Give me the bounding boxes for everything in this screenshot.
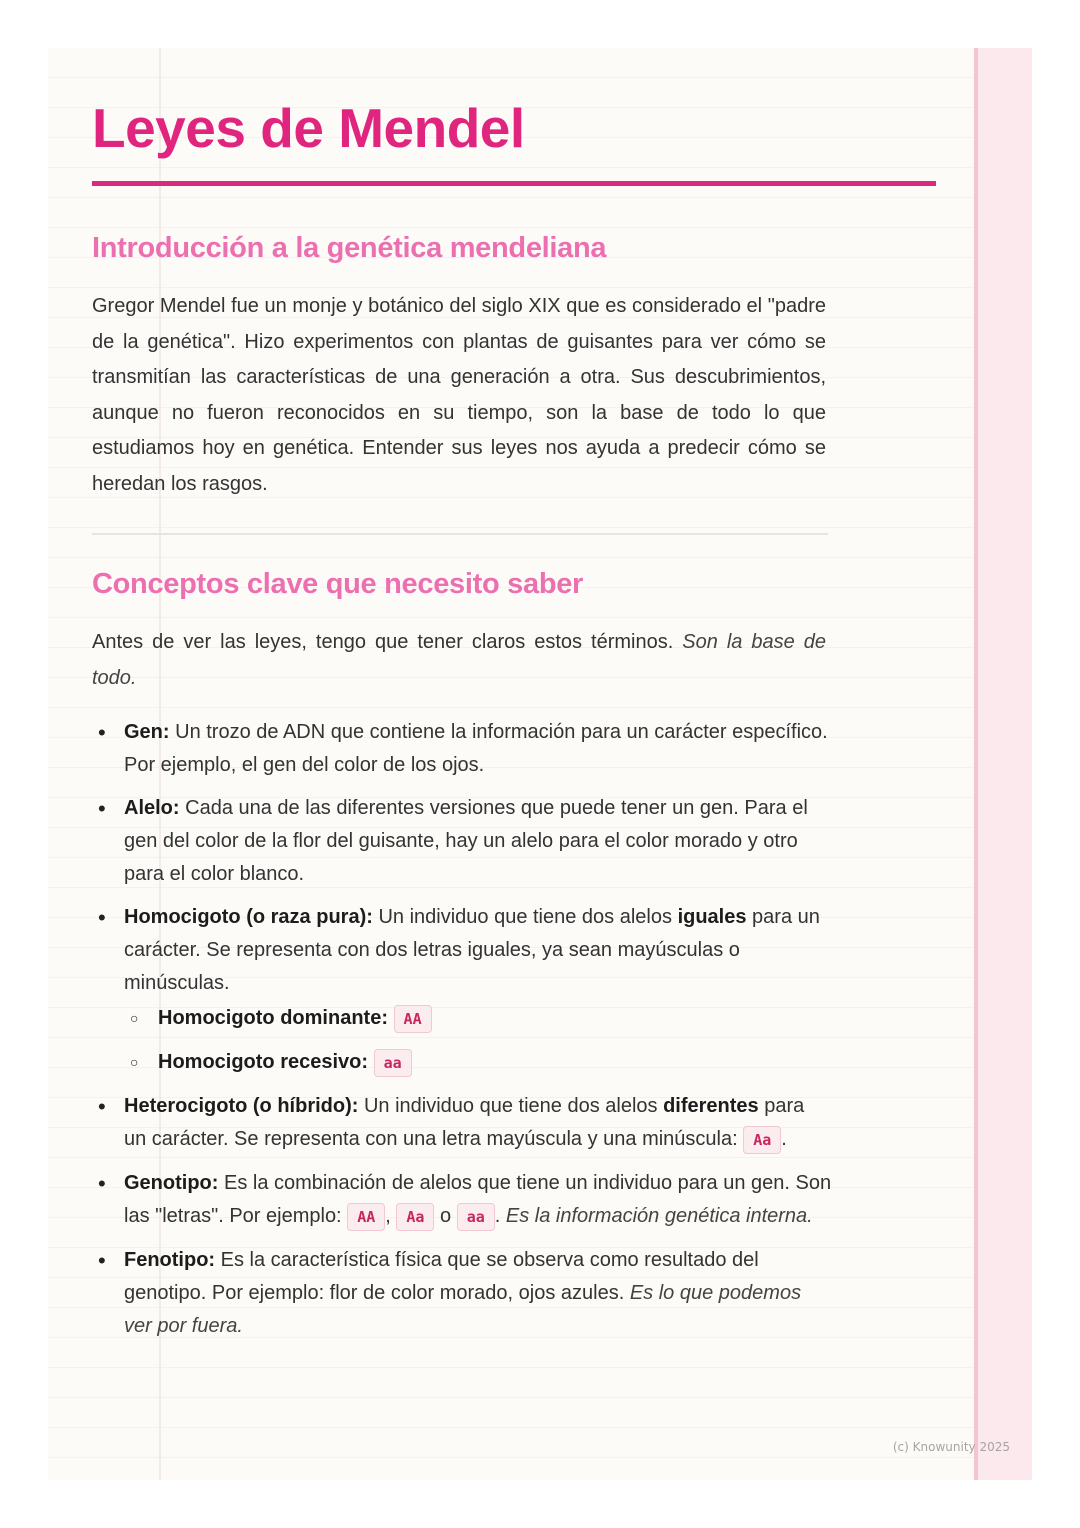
section-heading-intro: Introducción a la genética mendeliana: [92, 232, 607, 264]
term-definition-rest: para un carácter. Se representa con dos letras iguales, ya sean mayúsculas o minúsculas.: [124, 906, 820, 994]
term-label: Fenotipo:: [124, 1249, 216, 1271]
section-heading-concepts: Conceptos clave que necesito saber: [92, 568, 584, 600]
term-label: Homocigoto (o raza pura):: [124, 906, 373, 928]
right-margin-band: [974, 48, 1032, 1480]
genotype-code: AA: [347, 1203, 385, 1231]
intro-paragraph: Gregor Mendel fue un monje y botánico del siglo XIX que es considerado el "padre de la genética". Hizo experimentos con plantas de guisantes para ver cómo se transmitían las características de una generación a otra. Sus descubrimientos, aunque no fueron reconocidos en su tiempo, son la base de todo lo que estudiamos hoy en genética. Entender sus leyes nos ayuda a predecir cómo se heredan los rasgos.: [92, 295, 826, 495]
genotype-code: aa: [374, 1049, 412, 1077]
right-margin-line: [974, 48, 978, 1480]
subterm-label: Homocigoto recesivo:: [158, 1051, 369, 1073]
term-definition: Un trozo de ADN que contiene la información para un carácter específico. Por ejemplo, el gen del color de los ojos.: [124, 721, 828, 776]
term-label: Gen:: [124, 721, 170, 743]
list-item-gen: [92, 716, 832, 782]
homocigoto-sublist: [124, 1002, 832, 1080]
concepts-intro-emphasis: Son la base de todo.: [92, 631, 827, 689]
genotype-code: Aa: [743, 1126, 781, 1154]
title-underline: [92, 181, 936, 186]
list-item-heterocigoto: [92, 1090, 832, 1157]
copyright-footer: (c) Knowunity 2025: [892, 1440, 1010, 1454]
term-note: Es lo que podemos ver por fuera.: [124, 1282, 802, 1337]
concepts-intro-text: Antes de ver las leyes, tengo que tener claros estos términos.: [92, 631, 674, 653]
term-definition: Un individuo que tiene dos alelos: [378, 906, 672, 928]
list-item-alelo: [92, 792, 832, 891]
list-item-homocigoto: [92, 901, 832, 1080]
term-definition: Un individuo que tiene dos alelos: [363, 1095, 658, 1117]
end-punctuation: .: [781, 1128, 787, 1150]
term-definition: Cada una de las diferentes versiones que puede tener un gen. Para el gen del color de la flor del guisante, hay un alelo para el color morado y otro para el color blanco.: [124, 797, 808, 885]
genotype-code: aa: [457, 1203, 495, 1231]
term-definition: Es la combinación de alelos que tiene un individuo para un gen. Son las "letras". Por ejemplo:: [124, 1172, 832, 1227]
genotype-code: AA: [394, 1005, 432, 1033]
end-punctuation: .: [494, 1205, 501, 1227]
list-item-genotipo: [92, 1167, 832, 1234]
concepts-list: [92, 716, 832, 1353]
term-label: Genotipo:: [124, 1172, 219, 1194]
sublist-item-recesivo: [124, 1046, 832, 1080]
term-emphasis: diferentes: [663, 1095, 759, 1117]
genotype-code: Aa: [396, 1203, 434, 1231]
subterm-label: Homocigoto dominante:: [158, 1007, 388, 1029]
concepts-intro: [92, 625, 826, 696]
term-emphasis: iguales: [677, 906, 747, 928]
page-title: Leyes de Mendel: [92, 97, 525, 159]
term-label: Heterocigoto (o híbrido):: [124, 1095, 359, 1117]
section-divider: [92, 533, 828, 535]
term-note: Es la información genética interna.: [505, 1205, 813, 1227]
sublist-item-dominante: [124, 1002, 832, 1036]
term-label: Alelo:: [124, 797, 180, 819]
separator: o: [440, 1205, 452, 1227]
term-definition-rest: para un carácter. Se representa con una letra mayúscula y una minúscula:: [124, 1095, 805, 1150]
separator: ,: [385, 1205, 391, 1227]
term-definition: Es la característica física que se observa como resultado del genotipo. Por ejemplo: flor de color morado, ojos azules.: [124, 1249, 759, 1304]
list-item-fenotipo: [92, 1244, 832, 1343]
